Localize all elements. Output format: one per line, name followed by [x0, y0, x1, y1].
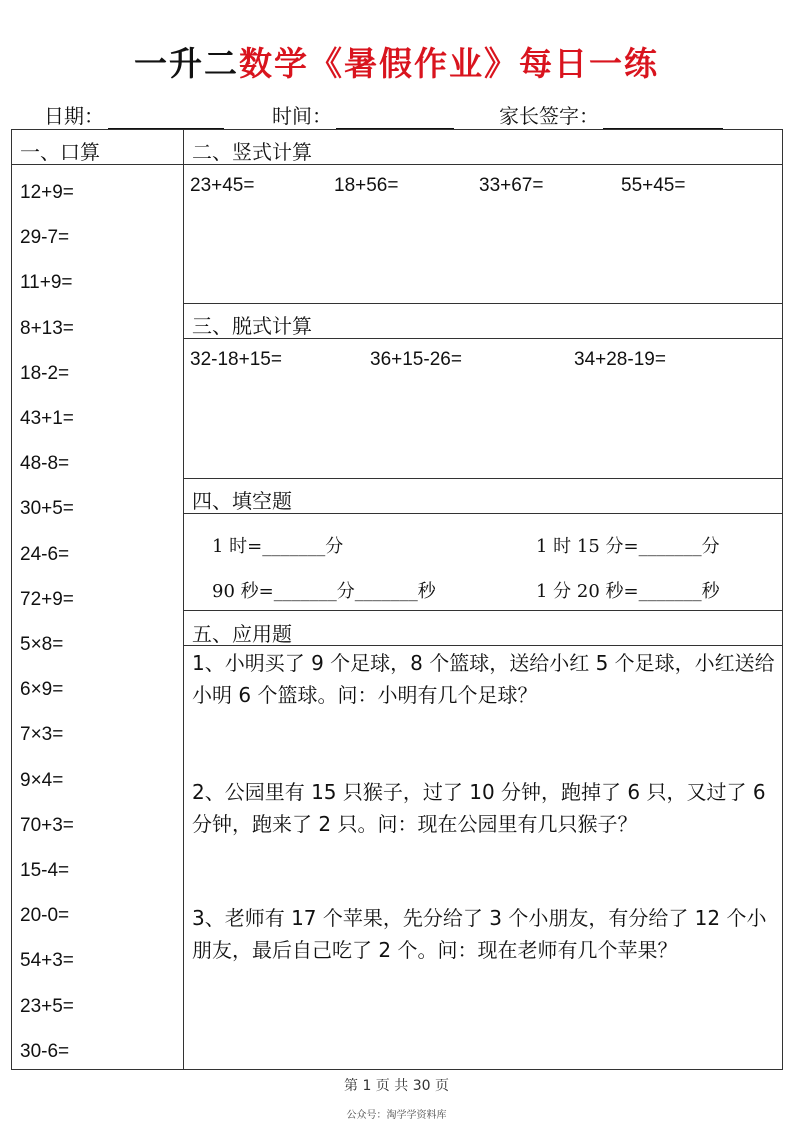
- stepwise-problem: 36+15-26=: [370, 349, 462, 370]
- oral-problem: 6×9=: [20, 679, 64, 701]
- title-subject: 数学《暑假作业》每日一练: [239, 44, 659, 83]
- divider: [184, 610, 782, 611]
- section-vertical-heading: 二、竖式计算: [192, 140, 312, 164]
- divider: [184, 513, 782, 514]
- oral-problem: 15-4=: [20, 860, 70, 881]
- vertical-problem: 55+45=: [621, 175, 686, 196]
- main-column: [184, 130, 782, 1069]
- oral-problem: 70+3=: [20, 814, 74, 836]
- oral-problem: 24-6=: [20, 543, 70, 565]
- fill-question: 1 时 15 分=_______分: [536, 536, 720, 557]
- divider: [184, 164, 782, 165]
- oral-column: [12, 130, 184, 1069]
- section-oral-heading: 一、口算: [20, 140, 100, 164]
- vertical-problem: 23+45=: [190, 175, 255, 196]
- oral-problem: 29-7=: [20, 227, 70, 249]
- divider: [184, 645, 782, 646]
- parent-signature-blank[interactable]: [603, 108, 723, 129]
- parent-signature-field: [499, 100, 723, 129]
- oral-problem: 30+5=: [20, 498, 74, 520]
- oral-problem: 8+13=: [20, 317, 74, 339]
- source-credit: 公众号：淘学学资料库: [346, 1110, 447, 1121]
- word-problem: 3、老师有 17 个苹果，先分给了 3 个小朋友，有分给了 12 个小朋友，最后自己吃了 2 个。问：现在老师有几个苹果？: [192, 906, 767, 962]
- oral-problem: 54+3=: [20, 950, 74, 972]
- fill-question: 1 分 20 秒=_______秒: [536, 581, 720, 602]
- oral-problem: 9×4=: [20, 769, 64, 791]
- oral-problem: 48-8=: [20, 453, 70, 475]
- oral-problem: 18-2=: [20, 362, 70, 384]
- parent-signature-label: 家长签字：: [499, 104, 599, 128]
- oral-problem: 43+1=: [20, 408, 74, 429]
- time-label: 时间：: [272, 104, 332, 128]
- date-blank[interactable]: [108, 108, 224, 129]
- divider: [184, 303, 782, 304]
- section-stepwise-heading: 三、脱式计算: [192, 314, 312, 338]
- oral-problem: 11+9=: [20, 272, 73, 294]
- title-grade: 一升二: [134, 44, 239, 83]
- date-field: [44, 100, 224, 129]
- worksheet-table: [11, 129, 783, 1070]
- divider: [184, 478, 782, 479]
- fill-question: 1 时=_______分: [212, 536, 344, 557]
- page-number: 第 1 页 共 30 页: [344, 1078, 449, 1094]
- section-fill-heading: 四、填空题: [192, 489, 292, 513]
- stepwise-problem: 32-18+15=: [190, 349, 282, 370]
- date-label: 日期：: [44, 104, 104, 128]
- time-blank[interactable]: [336, 108, 454, 129]
- section-word-heading: 五、应用题: [192, 622, 292, 646]
- stepwise-problem: 34+28-19=: [574, 349, 666, 370]
- oral-problem: 23+5=: [20, 995, 74, 1017]
- fill-question: 90 秒=_______分_______秒: [212, 581, 436, 602]
- vertical-problem: 33+67=: [479, 175, 544, 196]
- oral-problem: 12+9=: [20, 182, 74, 203]
- divider: [12, 164, 183, 165]
- word-problem: 2、公园里有 15 只猴子，过了 10 分钟，跑掉了 6 只，又过了 6 分钟，跑来了 2 只。问：现在公园里有几只猴子？: [192, 780, 766, 836]
- oral-problem: 30-6=: [20, 1040, 70, 1062]
- oral-problem: 20-0=: [20, 905, 70, 927]
- word-problem: 1、小明买了 9 个足球，8 个篮球，送给小红 5 个足球，小红送给小明 6 个篮球。问：小明有几个足球？: [192, 651, 775, 707]
- oral-problem: 7×3=: [20, 724, 64, 746]
- vertical-problem: 18+56=: [334, 175, 399, 196]
- divider: [184, 338, 782, 339]
- worksheet-title: [0, 38, 793, 85]
- oral-problem: 5×8=: [20, 634, 64, 655]
- oral-problem: 72+9=: [20, 588, 74, 610]
- time-field: [272, 100, 454, 129]
